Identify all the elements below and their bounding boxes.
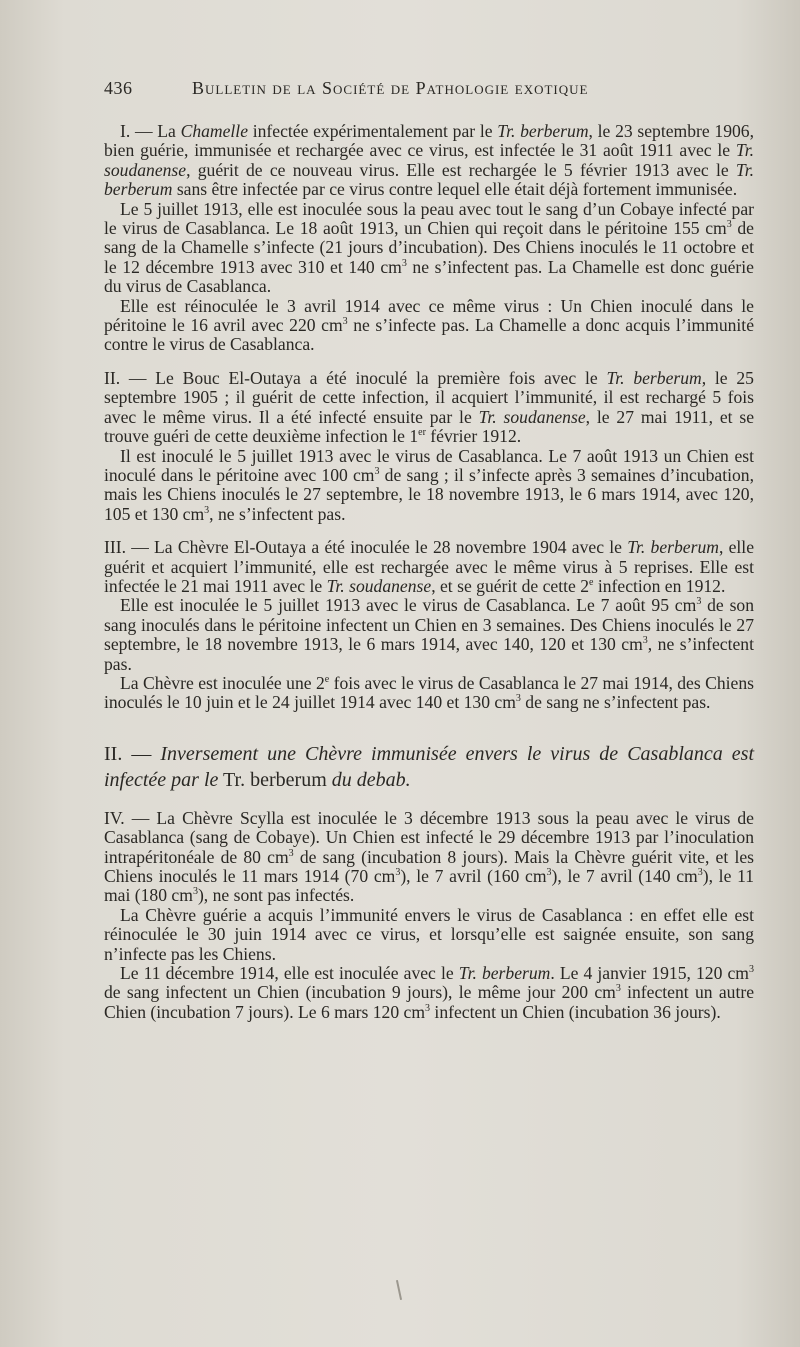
paragraph-bouc-intro: II. — Le Bouc El-Outaya a été inoculé la première fois avec le Tr. berberum, le 25 septembre 1905 ; il guérit de cette infection, il acquiert l’immunité, il est rechargé 5 fois avec le même virus. Il a été infecté ensuite par le Tr. soudanense, le 27 mai 1911, et se trouve guéri de cette deuxième infection le 1er février 1912. [104,367,755,447]
page-number: 436 [104,78,133,98]
journal-title: Bulletin de la Société de Pathologie exotique [192,78,589,98]
paragraph-chevre-second: La Chèvre est inoculée une 2e fois avec le virus de Casablanca le 27 mai 1914, des Chiens inoculés le 10 juin et le 24 juillet 1914 avec 140 et 130 $cm^3$ de sang ne s’infectent pas. [104,672,754,713]
paragraph-chevre-july: Elle est inoculée le 5 juillet 1913 avec le virus de Casablanca. Le 7 août 95 $cm^3$ de son sang inoculés dans le péritoine infectent un Chien en 3 semaines. Des Chiens inoculés le 27 septembre, le 18 novembre 1913, le 6 mars 1914, avec 140, 120 et 130 $cm^3$, ne s’infectent pas. [104,595,755,674]
stray-pencil-mark [396,1280,402,1300]
body-text [104,122,754,1022]
running-header [104,78,744,99]
paragraph-scylla-december: Le 11 décembre 1914, elle est inoculée avec le Tr. berberum. Le 4 janvier 1915, 120 $cm^3$ de sang infectent un Chien (incubation 9 jours), le même jour 200 $cm^3$ infectent un autre Chien (incubation 7 jours). Le 6 mars 120 $cm^3$ infectent un Chien (incubation 36 jours). [104,963,755,1022]
paragraph-scylla-immunity: La Chèvre guérie a acquis l’immunité envers le virus de Casablanca : en effet elle est réinoculée le 30 juin 1914 avec ce virus, et lorsqu’elle est saignée ensuite, son sang n’infecte pas les Chiens. [104,904,754,964]
paragraph-chamelle-intro: I. — La Chamelle infectée expérimentalement par le Tr. berberum, le 23 septembre 1906, bien guérie, immunisée et rechargée avec ce virus, est infectée le 31 août 1911 avec le Tr. soudanense, guérit de ce nouveau virus. Elle est rechargée le 5 février 1913 avec le Tr. berberum sans être infectée par ce virus contre lequel elle était déjà fortement immunisée. [104,121,754,200]
paragraph-chamelle-april: Elle est réinoculée le 3 avril 1914 avec ce même virus : Un Chien inoculé dans le péritoine le 16 avril avec 220 $cm^3$ ne s’infecte pas. La Chamelle a donc acquis l’immunité contre le virus de Casablanca. [104,295,755,355]
section-heading-ii: II. — Inversement une Chèvre immunisée envers le virus de Casablanca est infectée par le Tr. berberum du debab. [104,742,754,791]
paragraph-scylla-intro: IV. — La Chèvre Scylla est inoculée le 3 décembre 1913 sous la peau avec le virus de Casablanca (sang de Cobaye). Un Chien est infecté le 29 décembre 1913 par l’inoculation intrapéritonéale de 80 $cm^3$ de sang (incubation 8 jours). Mais la Chèvre guérit vite, et les Chiens inoculés le 11 mars 1914 (70 $cm^3$), le 7 avril (160 $cm^3$), le 7 avril (140 $cm^3$), le 11 mai (180 $cm^3$), ne sont pas infectés. [104,807,755,906]
paragraph-chamelle-july: Le 5 juillet 1913, elle est inoculée sous la peau avec tout le sang d’un Cobaye infecté par le virus de Casablanca. Le 18 août 1913, un Chien qui reçoit dans le péritoine 155 $cm^3$ de sang de la Chamelle s’infecte (21 jours d’incubation). Des Chiens inoculés le 11 octobre et le 12 décembre 1913 avec 310 et 140 $cm^3$ ne s’infectent pas. La Chamelle est donc guérie du virus de Casablanca. [104,198,754,297]
paragraph-chevre-intro: III. — La Chèvre El-Outaya a été inoculée le 28 novembre 1904 avec le Tr. berberum, elle guérit et acquiert l’immunité, elle est rechargée avec le même virus à 5 reprises. Elle est infectée le 21 mai 1911 avec le Tr. soudanense, et se guérit de cette 2e infection en 1912. [104,537,754,596]
paragraph-bouc-july: Il est inoculé le 5 juillet 1913 avec le virus de Casablanca. Le 7 août 1913 un Chien est inoculé dans le péritoine avec 100 $cm^3$ de sang ; il s’infecte après 3 semaines d’incubation, mais les Chiens inoculés le 27 septembre, le 18 novembre 1913, le 6 mars 1914, avec 120, 105 et 130 $cm^3$, ne s’infectent pas. [104,445,754,524]
